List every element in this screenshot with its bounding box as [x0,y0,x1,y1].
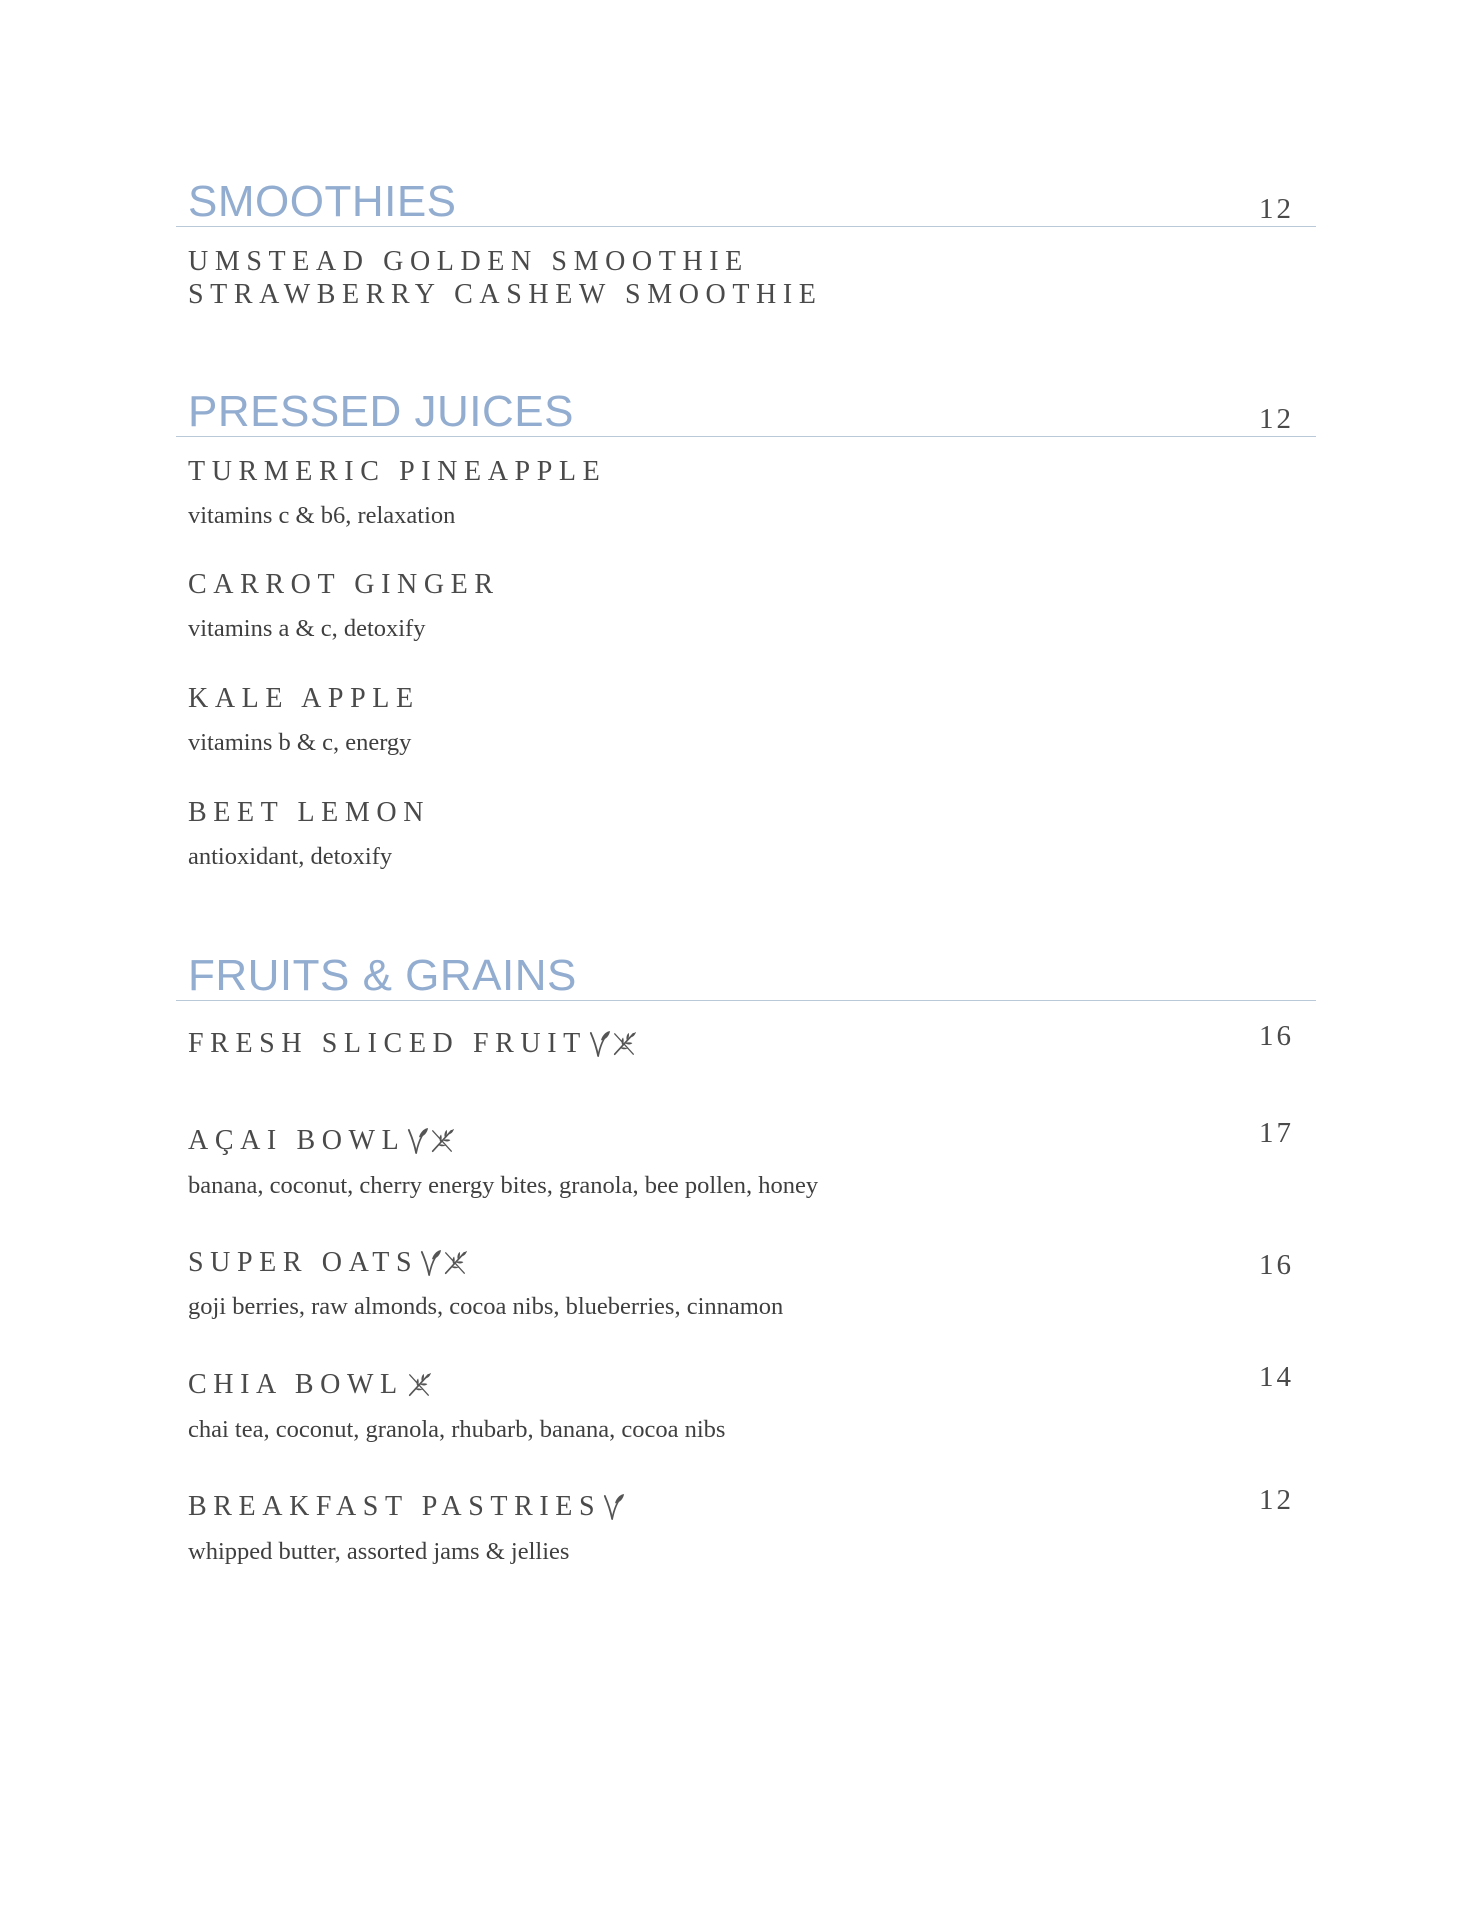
menu-item-name: BEET LEMON [188,797,431,828]
menu-item-name [188,1491,625,1521]
menu-item-description: banana, coconut, cherry energy bites, granola, bee pollen, honey [188,1172,819,1199]
menu-item-name [188,1369,432,1399]
vegetarian-leaf-icon [407,1127,429,1155]
menu-item-description: vitamins c & b6, relaxation [188,502,456,529]
dietary-icons [406,1369,432,1399]
section-title: PRESSED JUICES [188,387,574,436]
menu-item-name: STRAWBERRY CASHEW SMOOTHIE [188,279,823,310]
dietary-icons [420,1247,468,1277]
vegetarian-leaf-icon [420,1249,442,1277]
menu-item-label: FRESH SLICED FRUIT [188,1028,587,1059]
menu-item-name: TURMERIC PINEAPPLE [188,456,607,487]
section-header [176,952,1316,1001]
menu-item-name [188,1028,637,1058]
menu-item-name: UMSTEAD GOLDEN SMOOTHIE [188,246,749,277]
gluten-free-wheat-icon [611,1030,637,1058]
menu-item-price: 16 [1259,1249,1294,1281]
dietary-icons [589,1028,637,1058]
menu-item-price: 16 [1259,1020,1294,1052]
menu-item-name: KALE APPLE [188,683,420,714]
menu-item-label: AÇAI BOWL [188,1125,406,1156]
menu-item-price: 12 [1259,1484,1294,1516]
section-fruits-grains [176,952,1316,1572]
gluten-free-wheat-icon [442,1249,468,1277]
gluten-free-wheat-icon [429,1127,455,1155]
menu-item-name [188,1247,468,1277]
dietary-icons [603,1491,625,1521]
section-title: SMOOTHIES [188,177,457,226]
menu-item-label: BREAKFAST PASTRIES [188,1491,602,1522]
menu-item-price: 17 [1259,1117,1294,1149]
menu-item-label: CHIA BOWL [188,1369,404,1400]
section-smoothies [176,178,1316,318]
section-title: FRUITS & GRAINS [188,951,577,1000]
menu-item-description: chai tea, coconut, granola, rhubarb, banana, cocoa nibs [188,1416,726,1443]
section-header [176,178,1316,227]
menu-item-description: vitamins b & c, energy [188,729,412,756]
vegetarian-leaf-icon [603,1493,625,1521]
section-pressed-juices [176,388,1316,878]
menu-item-description: antioxidant, detoxify [188,843,393,870]
menu-item-description: goji berries, raw almonds, cocoa nibs, blueberries, cinnamon [188,1293,784,1320]
section-price: 12 [1259,193,1294,225]
section-header [176,388,1316,437]
menu-item-description: vitamins a & c, detoxify [188,615,426,642]
menu-item-name [188,1125,455,1155]
menu-item-label: SUPER OATS [188,1247,419,1278]
dietary-icons [407,1125,455,1155]
section-price: 12 [1259,403,1294,435]
menu-item-description: whipped butter, assorted jams & jellies [188,1538,570,1565]
menu-item-name: CARROT GINGER [188,569,500,600]
vegetarian-leaf-icon [589,1030,611,1058]
menu-item-price: 14 [1259,1361,1294,1393]
gluten-free-wheat-icon [406,1371,432,1399]
